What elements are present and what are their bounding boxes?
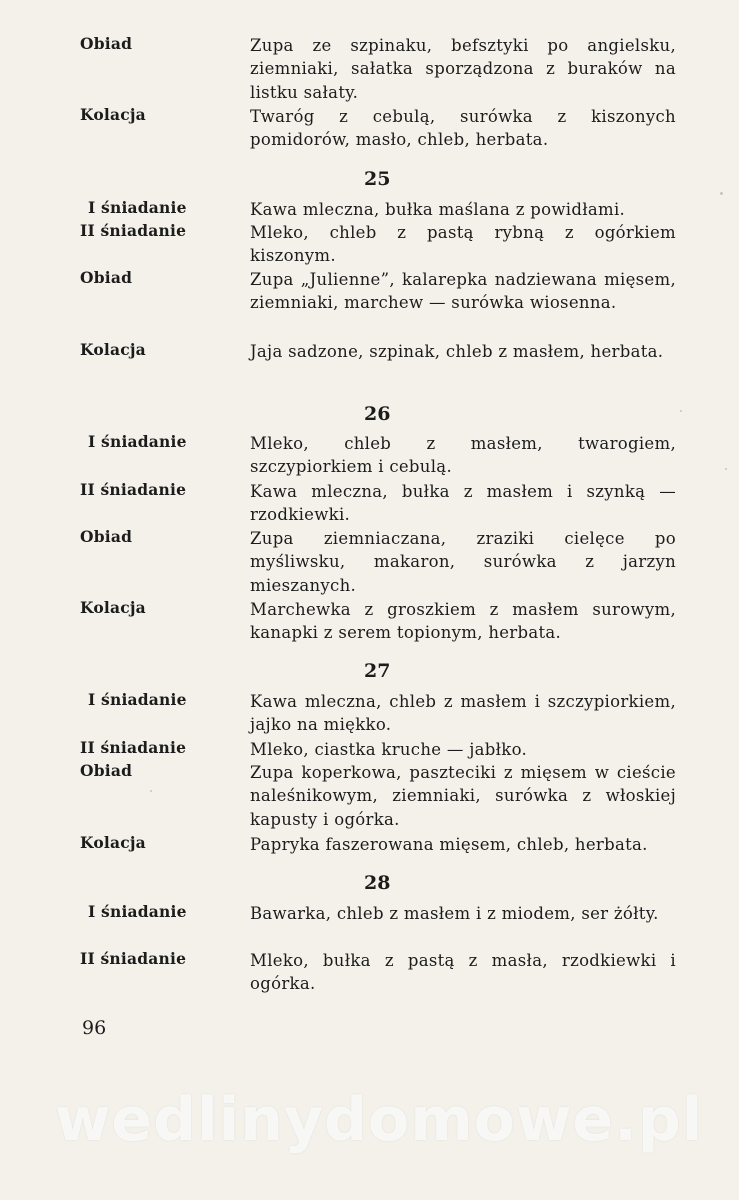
meal-name: II śniadanie bbox=[80, 480, 187, 499]
meal-name: Kolacja bbox=[80, 833, 146, 852]
page-number: 96 bbox=[82, 1017, 107, 1039]
meal-name: Kolacja bbox=[80, 598, 146, 617]
meal-name: I śniadanie bbox=[88, 690, 187, 709]
meal-name: Obiad bbox=[80, 268, 133, 287]
day-number: 26 bbox=[364, 403, 391, 425]
paper-speck bbox=[150, 790, 152, 792]
meal-description: Zupa „Julienne”, kalarepka nadziewana mięsem, ziemniaki, marchew — surówka wiosenna. bbox=[250, 270, 676, 313]
meal-name: II śniadanie bbox=[80, 221, 187, 240]
paper-speck bbox=[680, 410, 682, 412]
meal-description: Papryka faszerowana mięsem, chleb, herbata. bbox=[250, 835, 648, 854]
day-number: 25 bbox=[364, 168, 391, 190]
meal-name: Kolacja bbox=[80, 105, 146, 124]
day-number: 27 bbox=[364, 660, 391, 682]
meal-description: Mleko, chleb z pastą rybną z ogórkiem kiszonym. bbox=[250, 223, 676, 266]
meal-description: Bawarka, chleb z masłem i z miodem, ser żółty. bbox=[250, 904, 659, 923]
meal-description: Kawa mleczna, bułka maślana z powidłami. bbox=[250, 200, 626, 219]
paper-speck bbox=[720, 192, 723, 195]
meal-description: Zupa ziemniaczana, zraziki cielęce po myśliwsku, makaron, surówka z jarzyn mieszanych. bbox=[250, 529, 676, 595]
meal-name: II śniadanie bbox=[80, 949, 187, 968]
meal-description: Zupa ze szpinaku, befsztyki po angielsku, ziemniaki, sałatka sporządzona z buraków na listku sałaty. bbox=[250, 36, 676, 102]
meal-name: Obiad bbox=[80, 761, 133, 780]
meal-description: Mleko, ciastka kruche — jabłko. bbox=[250, 740, 528, 759]
watermark: wedlinydomowe.pl bbox=[55, 1085, 704, 1155]
meal-description: Kawa mleczna, chleb z masłem i szczypiorkiem, jajko na miękko. bbox=[250, 692, 676, 735]
meal-description: Kawa mleczna, bułka z masłem i szynką — rzodkiewki. bbox=[250, 482, 676, 525]
paper-speck bbox=[725, 468, 727, 470]
meal-name: Obiad bbox=[80, 527, 133, 546]
meal-name: I śniadanie bbox=[88, 902, 187, 921]
meal-description: Mleko, bułka z pastą z masła, rzodkiewki i ogórka. bbox=[250, 951, 676, 994]
meal-name: Obiad bbox=[80, 34, 133, 53]
meal-name: II śniadanie bbox=[80, 738, 187, 757]
meal-description: Mleko, chleb z masłem, twarogiem, szczypiorkiem i cebulą. bbox=[250, 434, 676, 477]
meal-name: Kolacja bbox=[80, 340, 146, 359]
meal-description: Zupa koperkowa, paszteciki z mięsem w cieście naleśnikowym, ziemniaki, surówka z włoskiej kapusty i ogórka. bbox=[250, 763, 676, 829]
meal-name: I śniadanie bbox=[88, 198, 187, 217]
day-number: 28 bbox=[364, 872, 391, 894]
meal-description: Marchewka z groszkiem z masłem surowym, kanapki z serem topionym, herbata. bbox=[250, 600, 676, 643]
meal-description: Twaróg z cebulą, surówka z kiszonych pomidorów, masło, chleb, herbata. bbox=[250, 107, 676, 150]
meal-description: Jaja sadzone, szpinak, chleb z masłem, herbata. bbox=[250, 342, 664, 361]
meal-name: I śniadanie bbox=[88, 432, 187, 451]
